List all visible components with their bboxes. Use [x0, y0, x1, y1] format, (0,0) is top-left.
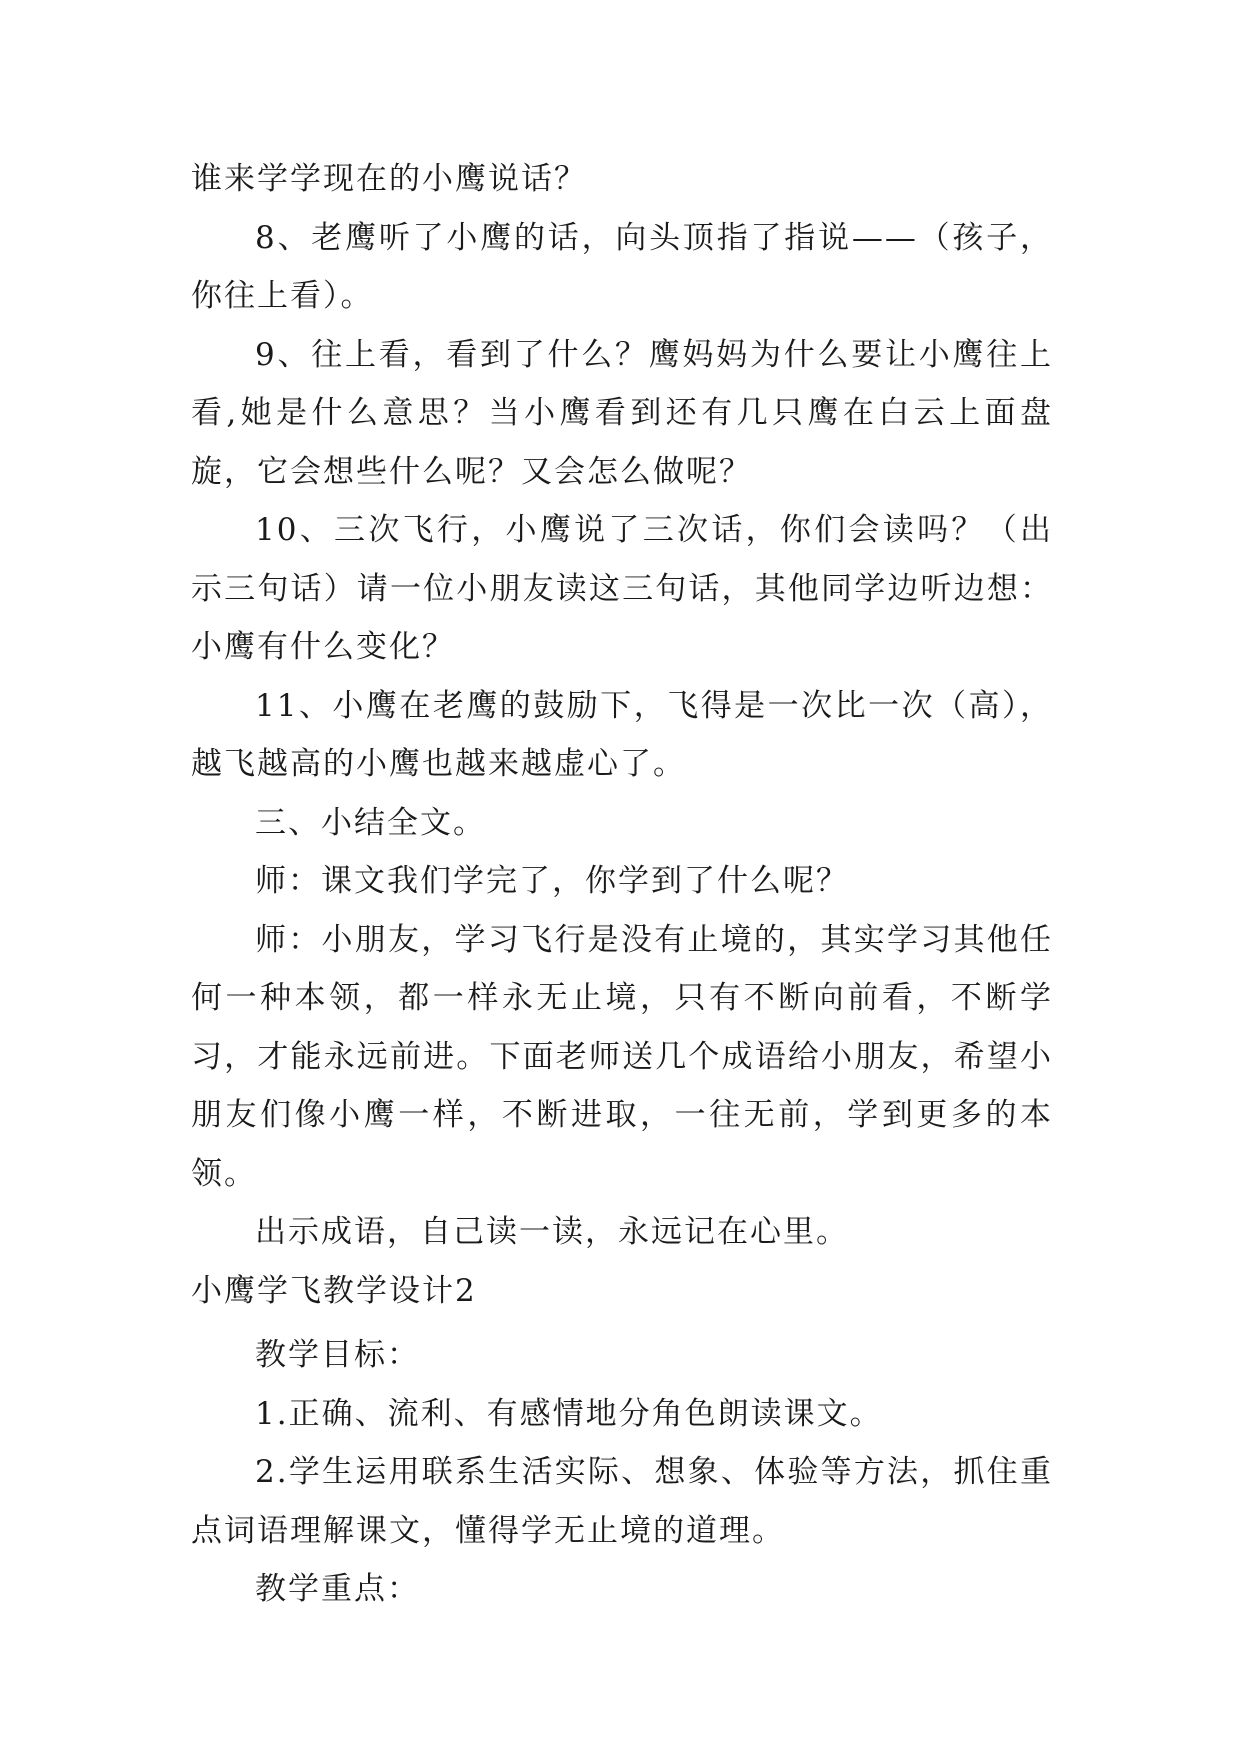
- paragraph-step-11: 11、小鹰在老鹰的鼓励下，飞得是一次比一次（高），越飞越高的小鹰也越来越虚心了。: [191, 687, 1053, 782]
- paragraph-teaching-goals-label: 教学目标：: [255, 1337, 420, 1373]
- paragraph-step-8: 8、老鹰听了小鹰的话，向头顶指了指说——（孩子，你往上看）。: [191, 219, 1053, 314]
- paragraph-summary-heading: 三、小结全文。: [255, 804, 486, 841]
- paragraph-step-9: 9、往上看，看到了什么？鹰妈妈为什么要让小鹰往上看,她是什么意思？当小鹰看到还有几只鹰在白云上面盘旋，它会想些什么呢？又会怎么做呢？: [191, 336, 1053, 490]
- document-page: [191, 150, 1053, 1619]
- paragraph-idioms: 出示成语，自己读一读，永远记在心里。: [255, 1214, 849, 1250]
- section-title: 小鹰学飞教学设计2: [191, 1272, 477, 1309]
- paragraph-goal-1: 1.正确、流利、有感情地分角色朗读课文。: [255, 1395, 883, 1432]
- paragraph-teacher-closing: 师：小朋友，学习飞行是没有止境的，其实学习其他任何一种本领，都一样永无止境，只有不断向前看，不断学习，才能永远前进。下面老师送几个成语给小朋友，希望小朋友们像小鹰一样，不断进取，一往无前，学到更多的本领。: [191, 921, 1053, 1192]
- paragraph-goal-2: 2.学生运用联系生活实际、想象、体验等方法，抓住重点词语理解课文，懂得学无止境的道理。: [191, 1454, 1053, 1549]
- paragraph-teaching-focus-label: 教学重点：: [255, 1571, 420, 1607]
- paragraph-step-10: 10、三次飞行，小鹰说了三次话，你们会读吗？（出示三句话）请一位小朋友读这三句话，其他同学边听边想：小鹰有什么变化？: [191, 512, 1053, 665]
- paragraph-teacher-question: 师：课文我们学完了，你学到了什么呢？: [255, 863, 849, 899]
- paragraph-continuation: 谁来学学现在的小鹰说话？: [191, 161, 587, 197]
